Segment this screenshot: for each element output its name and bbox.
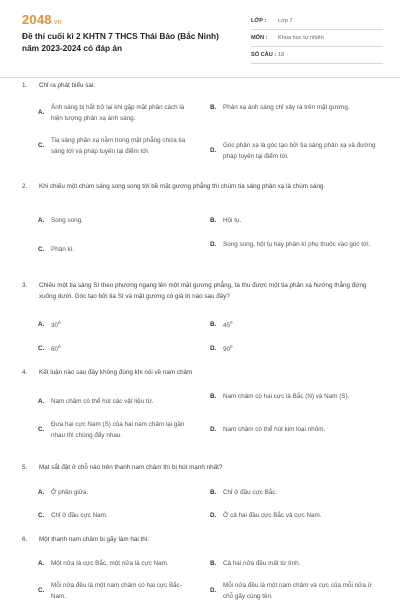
option-d[interactable]	[210, 342, 380, 356]
option-label: A.	[38, 398, 45, 405]
option-a[interactable]	[38, 216, 196, 227]
option-text: Tia sáng phản xạ nằm trong mặt phẳng chứa tia sáng tới và pháp tuyến tại điểm tới.	[51, 137, 186, 155]
header-divider	[0, 77, 400, 78]
meta-value: 18	[278, 52, 285, 58]
option-b[interactable]	[210, 318, 380, 332]
option-text: $45^0$	[223, 320, 233, 330]
option-c[interactable]	[38, 420, 196, 441]
meta-key: MÔN :	[251, 35, 268, 41]
meta-key: LỚP :	[251, 18, 267, 24]
option-b[interactable]	[210, 103, 380, 114]
question-text: Khi chiếu một chùm sáng song song tới bề mặt gương phẳng thì chùm tia sáng phản xạ là chùm sáng	[39, 183, 324, 190]
option-b[interactable]	[210, 392, 380, 403]
option-d[interactable]	[210, 581, 380, 600]
page-header	[0, 0, 400, 72]
question-number: 6.	[22, 536, 28, 543]
option-label: C.	[38, 587, 45, 595]
option-label: C.	[38, 142, 45, 150]
option-text: Mỗi nửa đều là một nam châm có hai cực Bắc-Nam.	[51, 582, 182, 600]
option-c[interactable]	[38, 511, 196, 522]
option-label: A.	[38, 217, 45, 224]
option-label: B.	[210, 393, 217, 400]
question-stem	[22, 535, 382, 546]
option-text: Chỉ ở đầu cực Nam.	[51, 512, 108, 519]
option-label: A.	[38, 489, 45, 496]
option-text: $60^0$	[51, 344, 61, 354]
option-label: B.	[210, 104, 217, 111]
option-text: Chỉ ở đầu cực Bắc.	[223, 489, 278, 496]
option-c[interactable]	[38, 581, 196, 600]
option-b[interactable]	[210, 559, 380, 570]
meta-value: Khoa học tự nhiên	[278, 35, 324, 41]
option-text: Ở cả hai đầu cực Bắc và cực Nam.	[223, 512, 322, 519]
option-label: C.	[38, 344, 45, 352]
option-a[interactable]	[38, 103, 196, 124]
question-number: 2.	[22, 183, 28, 190]
option-text: Góc phản xạ là góc tạo bởi tia sáng phản xạ và đường pháp tuyến tại điểm tới.	[223, 142, 376, 160]
option-text: Phản xạ ánh sáng chỉ xảy ra trên mặt gương.	[223, 104, 350, 111]
meta-row-subject	[251, 30, 383, 47]
option-text: Nam châm có thể hút các vật liệu từ.	[51, 398, 154, 405]
option-text: Phân kì.	[51, 246, 75, 253]
option-label: C.	[38, 246, 45, 253]
option-label: A.	[38, 109, 45, 117]
option-d[interactable]	[210, 240, 380, 251]
option-text: Một nửa là cực Bắc, một nửa là cực Nam.	[51, 560, 169, 567]
option-c[interactable]	[38, 342, 196, 356]
option-a[interactable]	[38, 488, 196, 499]
option-label: B.	[210, 320, 217, 328]
option-text: Đưa hai cực Nam (S) của hai nam châm lại gần nhau thì chúng đẩy nhau.	[51, 421, 185, 439]
option-label: A.	[38, 560, 45, 567]
option-label: B.	[210, 560, 217, 567]
option-c[interactable]	[38, 245, 196, 256]
option-label: B.	[210, 217, 217, 224]
option-label: D.	[210, 587, 217, 595]
question-stem	[22, 463, 382, 474]
option-text: Song song.	[51, 217, 83, 224]
option-a[interactable]	[38, 397, 196, 408]
option-text: Ở phần giữa.	[51, 489, 89, 496]
exam-meta	[251, 13, 383, 64]
question-stem	[22, 281, 382, 303]
meta-row-class	[251, 13, 383, 30]
option-label: D.	[210, 512, 217, 519]
option-text: Nam châm có hai cực là Bắc (N) và Nam (S).	[223, 393, 350, 400]
exam-title: Đề thi cuối kì 2 KHTN 7 THCS Thái Bảo (Bắc Ninh) năm 2023-2024 có đáp án	[22, 31, 219, 53]
option-text: Song song, hội tụ hay phân kì phụ thuộc vào góc tới.	[223, 241, 371, 248]
question-text: Mạt sắt đặt ở chỗ nào trên thanh nam châm thì bị hút mạnh nhất?	[39, 464, 223, 471]
option-label: D.	[210, 147, 217, 155]
meta-key: SỐ CÂU :	[251, 52, 277, 58]
meta-row-count	[251, 47, 383, 64]
option-b[interactable]	[210, 216, 380, 227]
question-number: 1.	[22, 82, 28, 89]
option-d[interactable]	[210, 425, 380, 436]
question-text: Một thanh nam châm bị gãy làm hai thì:	[39, 536, 150, 543]
option-label: D.	[210, 344, 217, 352]
option-label: C.	[38, 426, 45, 434]
option-a[interactable]	[38, 559, 196, 570]
option-c[interactable]	[38, 136, 196, 157]
option-label: B.	[210, 489, 217, 496]
option-a[interactable]	[38, 318, 196, 332]
option-text: $30^0$	[51, 320, 61, 330]
question-text: Chiếu một tia sáng SI theo phương ngang lên một mặt gương phẳng, ta thu được một tia phản xạ hướng thẳng đứng xuống dưới. Góc tạo bởi tia SI và mặt gương có giá trị nào sau đây?	[39, 282, 367, 300]
question-number: 4.	[22, 369, 28, 376]
option-text: $90^0$	[223, 344, 233, 354]
option-text: Nam châm có thể hút kim loại nhôm.	[223, 426, 326, 433]
question-text: Chỉ ra phát biểu sai:	[39, 82, 96, 89]
option-label: C.	[38, 512, 45, 519]
option-text: Mỗi nửa đều là một nam châm và cực của mỗi nửa ở chỗ gãy cùng tên.	[223, 582, 372, 600]
option-label: D.	[210, 241, 217, 248]
question-stem	[22, 368, 382, 379]
option-label: D.	[210, 426, 217, 433]
option-label: A.	[38, 320, 45, 328]
question-number: 5.	[22, 464, 28, 471]
option-d[interactable]	[210, 141, 380, 162]
question-stem	[22, 81, 382, 92]
option-text: Cả hai nửa đều mất từ tính.	[223, 560, 301, 567]
question-text: Kết luận nào sau đây không đúng khi nói về nam châm	[39, 369, 193, 376]
question-stem	[22, 182, 382, 193]
meta-value: Lớp 7	[278, 18, 293, 24]
option-text: Ánh sáng bị hắt trở lại khi gặp mặt phân cách là hiện tượng phản xạ ánh sáng.	[51, 104, 185, 122]
question-number: 3.	[22, 282, 28, 289]
site-logo[interactable]: 2048.vn	[22, 12, 62, 27]
option-d[interactable]	[210, 511, 380, 522]
option-text: Hội tụ.	[223, 217, 242, 224]
option-b[interactable]	[210, 488, 380, 499]
